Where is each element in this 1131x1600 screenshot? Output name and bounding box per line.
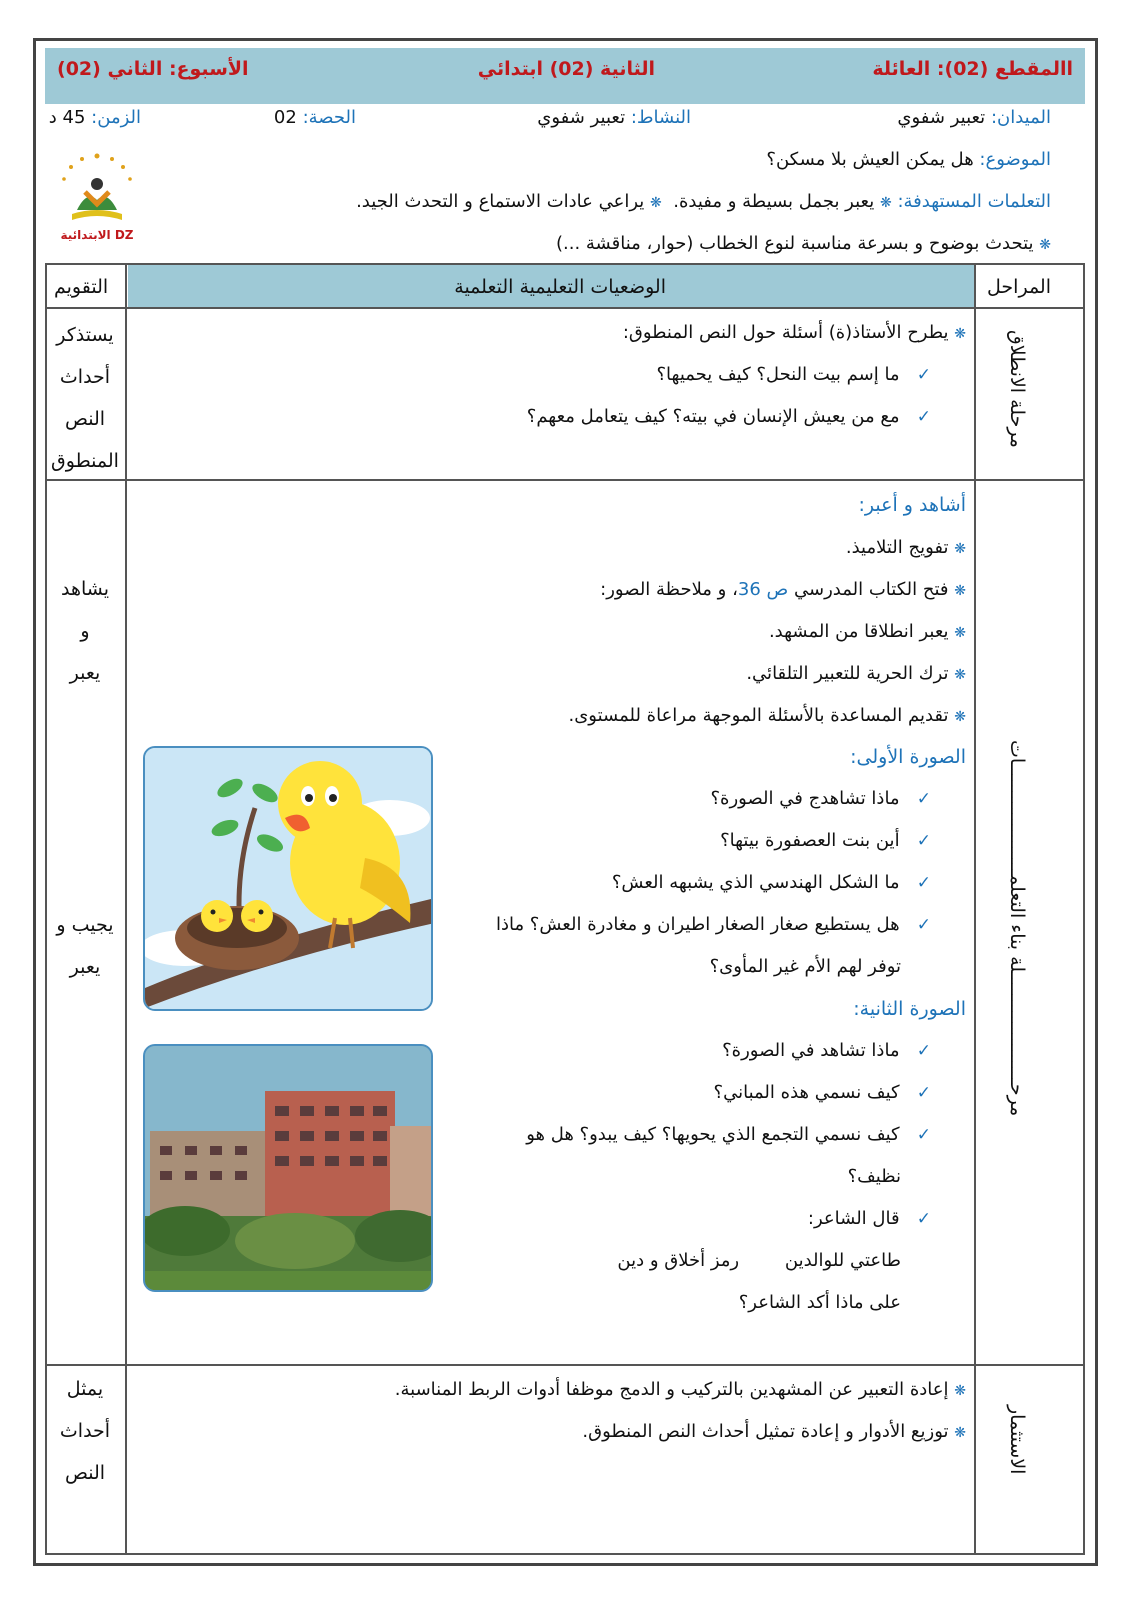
p2-q3-cont: نظيف؟ — [847, 1166, 901, 1187]
step-freedom: ❋ ترك الحرية للتعبير التلقائي. — [746, 663, 966, 684]
session-info: الحصة: 02 — [273, 107, 356, 128]
step-express: ❋ يعبر انطلاقا من المشهد. — [768, 621, 966, 642]
picture2-title: الصورة الثانية: — [853, 998, 966, 1020]
p1-q1: ✓ ماذا تشاهدج في الصورة؟ — [710, 788, 931, 809]
segment-title: االمقطع (02): العائلة — [872, 58, 1073, 80]
p2-q4: ✓ قال الشاعر: — [807, 1208, 931, 1229]
picture-buildings — [143, 1044, 433, 1292]
col-evaluation-header: التقويم — [54, 276, 109, 298]
stage1-intro: ❋ يطرح الأستاذ(ة) أسئلة حول النص المنطوق: — [622, 322, 966, 343]
divider — [45, 307, 1085, 309]
activity-info: النشاط: تعبير شفوي — [537, 107, 691, 128]
stage3-s1: ❋ إعادة التعبير عن المشهدين بالتركيب و الدمج موظفا أدوات الربط المناسبة. — [394, 1379, 966, 1400]
watch-title: أشاهد و أعبر: — [858, 494, 966, 516]
header-bar — [45, 48, 1085, 104]
poem-verse: طاعتي للوالدين رمز أخلاق و دين — [617, 1250, 901, 1271]
step-help: ❋ تقديم المساعدة بالأسئلة الموجهة مراعاة للمستوى. — [568, 705, 966, 726]
logo — [52, 150, 142, 250]
buildings-photo — [145, 1046, 433, 1292]
picture1-title: الصورة الأولى: — [850, 746, 966, 768]
step-grouping: ❋ تفويج التلاميذ. — [845, 537, 966, 558]
week-title: الأسبوع: الثاني (02) — [57, 58, 249, 80]
p1-q2: ✓ أين بنت العصفورة بيتها؟ — [720, 830, 931, 851]
divider — [125, 263, 127, 1555]
divider — [45, 479, 1085, 481]
stage1-q1: ✓ ما إسم بيت النحل؟ كيف يحميها؟ — [656, 364, 931, 385]
stage2-eval-a: يشاهد و يعبر — [60, 578, 110, 684]
stage2-eval-b: يجيب و يعبر — [56, 914, 114, 978]
objectives-info: التعلمات المستهدفة: ❋ يعبر بجمل بسيطة و مفيدة. ❋ يراعي عادات الاستماع و التحدث الجيد. — [356, 191, 1051, 212]
logo-text: DZ الابتدائية — [60, 228, 134, 242]
field-info: الميدان: تعبير شفوي — [897, 107, 1051, 128]
p1-q3: ✓ ما الشكل الهندسي الذي يشبهه العش؟ — [611, 872, 931, 893]
stage-building: مرحــــــــــــــــــــلة بناء التعلمــــــــــــــــــــات — [1006, 740, 1028, 1117]
divider — [45, 1364, 1085, 1366]
picture-bird-nest — [143, 746, 433, 1011]
p1-q4: ✓ هل يستطيع صغار الصغار اطيران و مغادرة العش؟ ماذا — [495, 914, 931, 935]
time-info: الزمن: 45 د — [48, 107, 141, 128]
p2-q5: على ماذا أكد الشاعر؟ — [738, 1292, 901, 1313]
step-open-book: ❋ فتح الكتاب المدرسي ص 36، و ملاحظة الصور: — [600, 579, 966, 600]
p1-q4-cont: توفر لهم الأم غير المأوى؟ — [709, 956, 901, 977]
p2-q3: ✓ كيف نسمي التجمع الذي يحويها؟ كيف يبدو؟ هل هو — [526, 1124, 931, 1145]
stage-launch: مرحلة الانطلاق — [1006, 330, 1028, 448]
stage-investment: الاستثمار — [1006, 1405, 1028, 1475]
topic-info: الموضوع: هل يمكن العيش بلا مسكن؟ — [766, 149, 1051, 170]
stage3-s2: ❋ توزيع الأدوار و إعادة تمثيل أحداث النص المنطوق. — [582, 1421, 966, 1442]
stage1-eval: يستذكر أحداث النص المنطوق — [51, 324, 119, 472]
p2-q1: ✓ ماذا تشاهد في الصورة؟ — [722, 1040, 931, 1061]
stage1-q2: ✓ مع من يعيش الإنسان في بيته؟ كيف يتعامل معهم؟ — [526, 406, 931, 427]
bird-nest-illustration — [145, 748, 433, 1011]
grade-title: الثانية (02) ابتدائي — [477, 58, 655, 80]
logo-icon — [52, 150, 142, 230]
objective-3: ❋ يتحدث بوضوح و بسرعة مناسبة لنوع الخطاب (حوار، مناقشة ...) — [556, 233, 1051, 254]
divider — [974, 263, 976, 1555]
stage3-eval: يمثل أحداث النص — [59, 1378, 111, 1484]
col-stages-header: المراحل — [987, 276, 1051, 298]
p2-q2: ✓ كيف نسمي هذه المباني؟ — [713, 1082, 931, 1103]
col-situations-header: الوضعيات التعليمية التعلمية — [454, 276, 666, 298]
